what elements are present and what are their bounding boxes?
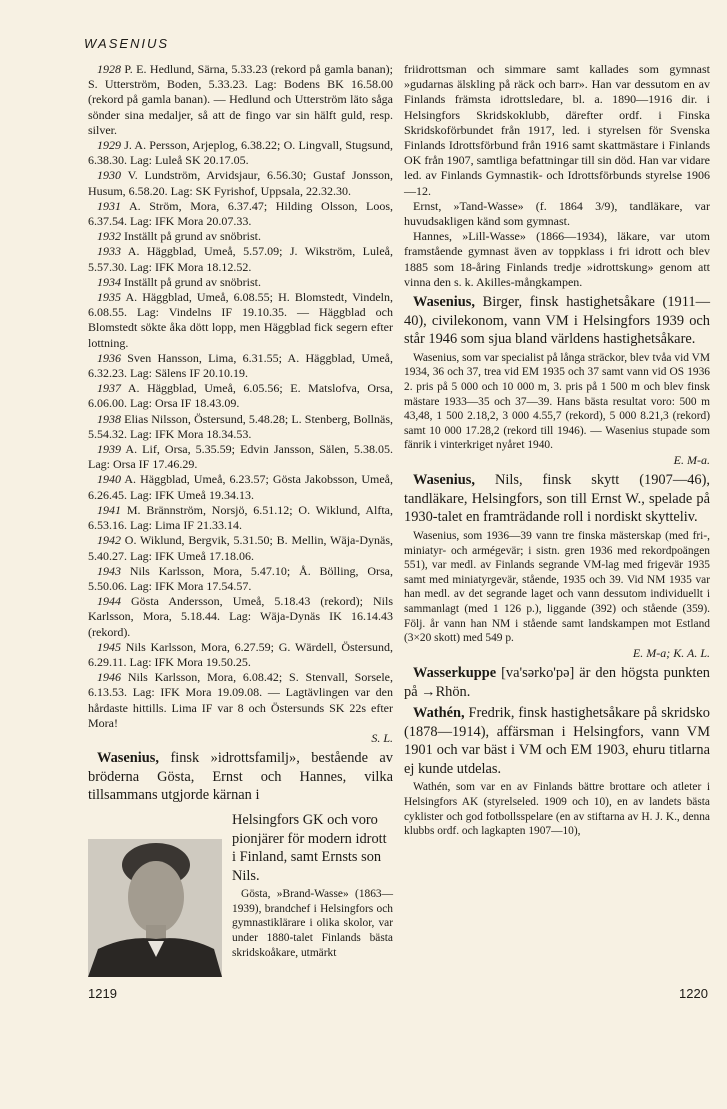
result-text: Nils Karlsson, Mora, 6.08.42; S. Stenvall, Sorsele, 6.13.53. Lag: IFK Mora 19.09.08. — Lagtävlingen var den hårdaste hittills. Lima IF var 8 och Östersunds SK 22s efter Mora! (88, 670, 393, 730)
result-year: 1939 (97, 442, 121, 457)
entry-wasserkuppe (404, 664, 710, 701)
result-entry (88, 244, 393, 274)
gosta-text: Gösta, »Brand-Wasse» (1863—1939), brandchef i Helsingfors och gymnastiklärare i olika skolor, var under 1880-talet Finlands bästa skridskoåkare, utmärkt (232, 888, 393, 959)
result-text: P. E. Hedlund, Särna, 5.33.23 (rekord på gamla banan); S. Utterström, Boden, 5.33.23. Lag: Bodens BK 16.58.00 (rekord på gamla banan). — Hedlund och Utterström läto såga sönder sina medaljer, så att de fingo var sin hälft guld, resp. silver. (88, 62, 394, 137)
result-year: 1944 (97, 594, 121, 609)
result-text: J. A. Persson, Arjeplog, 6.38.22; O. Lingvall, Stugsund, 6.38.30. Lag: Luleå SK 20.17.05. (88, 138, 394, 168)
result-entry (88, 640, 393, 670)
result-year: 1938 (97, 411, 121, 426)
ernst-text: Ernst, »Tand-Wasse» (f. 1864 3/9), tandläkare, var huvudsakligen känd som gymnast. (404, 198, 710, 229)
nils-signature: E. M-a; K. A. L. (632, 645, 710, 660)
result-year: 1929 (97, 138, 121, 153)
result-text: Nils Karlsson, Mora, 6.27.59; G. Wärdell, Östersund, 6.29.11. Lag: IFK Mora 19.50.25. (88, 639, 393, 669)
birger-headword: Wasenius, (413, 294, 475, 311)
man-portrait-icon (88, 839, 222, 977)
result-entry (88, 168, 393, 198)
result-text: Sven Hansson, Lima, 6.31.55; A. Häggblad, Umeå, 6.32.23. Lag: Sälens IF 20.10.19. (88, 350, 393, 381)
result-entry (88, 381, 393, 411)
result-entry (88, 670, 393, 731)
result-text: Gösta Andersson, Umeå, 5.18.43 (rekord); Nils Karlsson, Mora, 5.18.44. Lag: Wäja-Dynäs IK 16.14.43 (rekord). (88, 594, 394, 639)
result-text: A. Häggblad, Umeå, 6.08.55; H. Blomstedt, Vindeln, 6.08.55. Lag: Vindelns IF 19.10.35. — Häggblad och Blomstedt sökte åka dött lopp, men Häggblad fick segern efter lottning. (88, 290, 394, 350)
result-text: O. Wiklund, Bergvik, 5.31.50; B. Mellin, Wäja-Dynäs, 5.40.27. Lag: IFK Umeå 17.18.06. (88, 533, 394, 563)
result-entry (88, 138, 393, 168)
left-column (88, 62, 393, 977)
result-year: 1942 (97, 533, 121, 548)
result-year: 1928 (97, 62, 121, 76)
result-text: Inställt på grund av snöbrist. (124, 229, 261, 244)
result-text: Elias Nilsson, Östersund, 5.48.28; L. Stenberg, Bollnäs, 5.54.32. Lag: IFK Mora 18.34.53. (88, 411, 394, 441)
vasaloppet-results-list (88, 62, 393, 731)
entry-nils (404, 471, 710, 527)
result-entry (88, 594, 393, 640)
result-entry (88, 351, 393, 381)
result-year: 1931 (97, 198, 121, 213)
portrait-caption-text (222, 809, 393, 977)
portrait-photo (88, 839, 222, 977)
results-signature: S. L. (371, 730, 393, 745)
family-lead: finsk »idrottsfamilj», bestående av bröderna Gösta, Ernst och Hannes, vilka tillsammans utgjorde kärnan i (88, 750, 393, 804)
birger-signature: E. M-a. (673, 452, 710, 467)
nils-lead: Nils, finsk skytt (1907—46), tandläkare, Helsingfors, son till Ernst W., spelade på 1930-talet en framträdande roll i nordiskt skytteliv. (404, 472, 710, 526)
result-text: A. Ström, Mora, 6.37.47; Hilding Olsson, Loos, 6.37.54. Lag: IFK Mora 20.07.33. (88, 198, 394, 229)
birger-lead: Birger, finsk hastighetsåkare (1911—40), civilekonom, vann VM i Helsingfors 1939 och står 1946 som sjua bland världens hastighetsåkare. (404, 294, 710, 348)
result-entry (88, 412, 393, 442)
result-entry (88, 472, 393, 502)
result-text: A. Häggblad, Umeå, 6.05.56; E. Matslofva, Orsa, 6.06.00. Lag: Orsa IF 18.43.09. (88, 381, 393, 411)
birger-body: Wasenius, som var specialist på långa sträckor, blev tvåa vid VM 1934, 36 och 37, trea vid EM 1935 och 37 samt vann vid OS 1936 2. pris på 5 000 och 10 000 m, 3. pris på 1 500 m och blev finsk mästare 1933—35 och 37—39. Hans bästa resultat voro: 500 m 43,48, 1 500 2.18,2, 3 000 4.55,7 (rekord), 5 000 8.21,3 (rekord) samt 10 000 17.28,2 (rekord till 1946). — Wasenius stupade som fänrik i vinterkriget nyåret 1940. (404, 351, 710, 452)
result-entry (88, 442, 393, 472)
result-text: A. Häggblad, Umeå, 6.23.57; Gösta Jakobsson, Umeå, 6.26.45. Lag: IFK Umeå 19.34.13. (88, 472, 393, 502)
wathen-body: Wathén, som var en av Finlands bättre brottare och atleter i Helsingfors AK (styrelseled. 1909 och 10), en av landets bästa cyklister och god fotbollsspelare (en av stiftarna av H. J. K., denna klubbs ordf. och lagkapten 1907—10), (404, 781, 710, 838)
result-entry (88, 199, 393, 229)
result-year: 1936 (97, 350, 121, 365)
family-lead-cont: Helsingfors GK och voro pionjärer för modern idrott i Finland, samt Ernsts son Nils. (232, 811, 387, 884)
result-year: 1930 (97, 168, 121, 183)
result-entry (88, 275, 393, 290)
result-year: 1933 (97, 244, 121, 259)
result-year: 1943 (97, 563, 121, 578)
page-number-right: 1220 (679, 986, 708, 1001)
entry-birger (404, 293, 710, 349)
result-year: 1946 (97, 670, 121, 685)
result-year: 1945 (97, 639, 121, 654)
result-entry (88, 229, 393, 244)
family-headword: Wasenius, (97, 750, 159, 767)
result-year: 1932 (97, 229, 121, 244)
result-text: V. Lundström, Arvidsjaur, 6.56.30; Gustaf Jonsson, Husum, 6.58.20. Lag: SK Fyrishof, Uppsala, 22.32.30. (88, 168, 393, 198)
wasserkuppe-text: [va'sərko'pə] är den högsta punkten på →Rhön. (404, 664, 710, 700)
wasserkuppe-headword: Wasserkuppe (413, 664, 497, 681)
result-year: 1941 (97, 502, 121, 517)
result-entry (88, 62, 393, 138)
result-text: Inställt på grund av snöbrist. (124, 274, 261, 289)
wathen-headword: Wathén, (413, 705, 465, 722)
result-year: 1935 (97, 290, 121, 305)
page-number-left: 1219 (88, 986, 117, 1001)
nils-headword: Wasenius, (413, 472, 475, 489)
hannes-text: Hannes, »Lill-Wasse» (1866—1934), läkare, var utom framstående gymnast även av toppklass i fri idrott och blev 1885 som 18-åring Finlands tredje »idrottskung» genom att vinna den s. k. Akilles-mångkampen. (404, 229, 710, 289)
result-year: 1940 (97, 472, 121, 487)
family-continuation: friidrottsman och simmare samt kallades som gymnast »gudarnas älskling på räck och barr». Han var dessutom en av Finlands främsta idrottsledare, bl. a. 1890—1916 dir. i Helsingfors Skridskoklubb, därefter ordf. i Finska Skridskoförbundet från 1917, led. i styrelsen för Svenska Finlands Idrottsförbund från 1916 samt skattmästare i Finlands OK från 1907, samtliga befattningar till sin död. Han var vidare led. av Finlands Gymnastik- och Idrottsförbunds styrelse 1906—12. (404, 62, 710, 198)
right-column (404, 62, 710, 839)
result-entry (88, 503, 393, 533)
result-text: Nils Karlsson, Mora, 5.47.10; Å. Bölling, Orsa, 5.50.06. Lag: IFK Mora 17.54.57. (88, 563, 393, 593)
result-entry (88, 290, 393, 351)
result-text: A. Häggblad, Umeå, 5.57.09; J. Wikström, Luleå, 5.57.30. Lag: IFK Mora 18.12.52. (88, 244, 393, 274)
result-text: A. Lif, Orsa, 5.35.59; Edvin Jansson, Sälen, 5.38.05. Lag: Orsa IF 17.46.29. (88, 442, 393, 472)
entry-wathen (404, 704, 710, 778)
result-year: 1937 (97, 381, 121, 396)
result-entry (88, 533, 393, 563)
result-text: M. Brännström, Norsjö, 6.51.12; O. Wiklund, Alfta, 6.53.16. Lag: Lima IF 21.33.14. (88, 502, 394, 533)
portrait-block (88, 809, 393, 977)
running-title: WASENIUS (84, 36, 170, 51)
result-year: 1934 (97, 274, 121, 289)
result-entry (88, 564, 393, 594)
nils-body: Wasenius, som 1936—39 vann tre finska mästerskap (med fri-, miniatyr- och armégevär; i sistn. gren 1936 med rekordpoängen 551), var medl. av Finlands segrande VM-lag med frigevär 1935 samt med miniatyrgevär, stående, 1935 och 39. Vid NM 1935 var han medl. av det segrande laget och vann dessutom individuellt i sammanlagt (med 1 126 p.), liggande (392) och stående (359). Följ. år vann han NM i stående samt landskampen mot Estland (3×20 skott) med 549 p. (404, 529, 710, 645)
wathen-lead: Fredrik, finsk hastighetsåkare på skridsko (1878—1914), affärsman i Helsingfors, vann VM 1901 och var bäst i VM och EM 1903, ehuru titlarna ej kunde utdelas. (404, 705, 710, 777)
entry-wasenius-family (88, 749, 393, 805)
